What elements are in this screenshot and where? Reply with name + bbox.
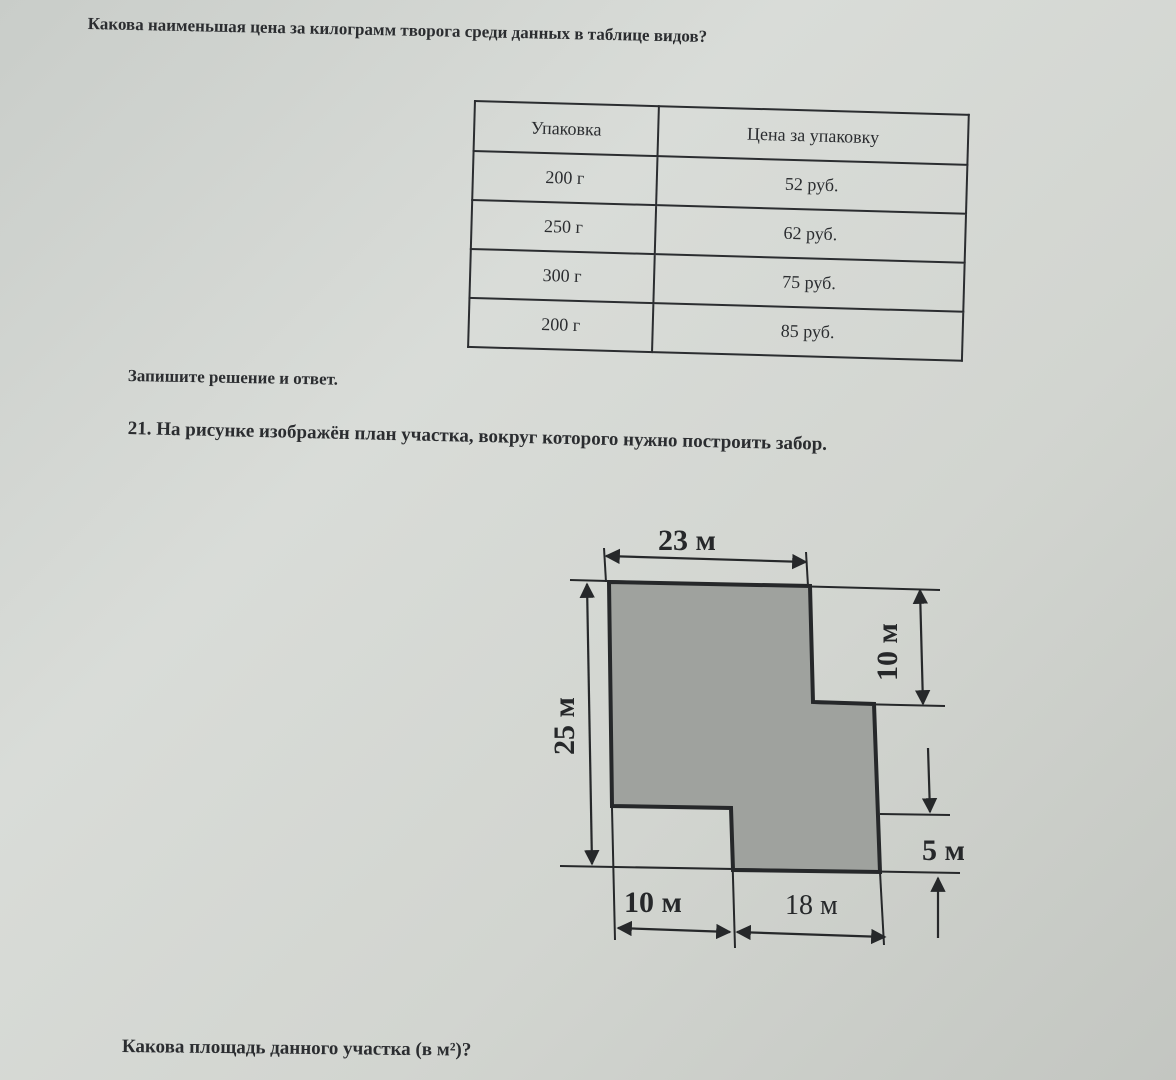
price-cell: 62 руб.	[655, 205, 966, 263]
dim-label-right-lower: 5 м	[922, 834, 965, 867]
price-cell: 52 руб.	[656, 156, 967, 214]
package-cell: 250 г	[471, 200, 656, 254]
area-question-text: Какова площадь данного участка (в м²)?	[121, 1036, 472, 1061]
plot-shape	[609, 582, 880, 872]
dim-label-bottom-left: 10 м	[624, 886, 682, 919]
price-cell: 75 руб.	[653, 254, 964, 312]
package-cell: 300 г	[469, 249, 654, 303]
dim-label-top: 23 м	[658, 524, 716, 557]
package-cell: 200 г	[468, 298, 653, 352]
column-header-package: Упаковка	[474, 101, 659, 156]
dim-label-bottom-right: 18 м	[785, 890, 838, 921]
problem-text: На рисунке изображён план участка, вокруг которого нужно построить забор.	[156, 418, 828, 455]
package-cell: 200 г	[472, 151, 657, 205]
instruction-text: Запишите решение и ответ.	[127, 366, 339, 389]
column-header-price: Цена за упаковку	[658, 106, 969, 165]
problem-number: 21.	[127, 418, 152, 440]
dim-label-right-upper: 10 м	[871, 623, 904, 681]
question-text: Какова наименьшая цена за килограмм творога среди данных в таблице видов?	[87, 14, 708, 46]
price-cell: 85 руб.	[652, 303, 963, 361]
dim-label-left: 25 м	[548, 697, 581, 755]
